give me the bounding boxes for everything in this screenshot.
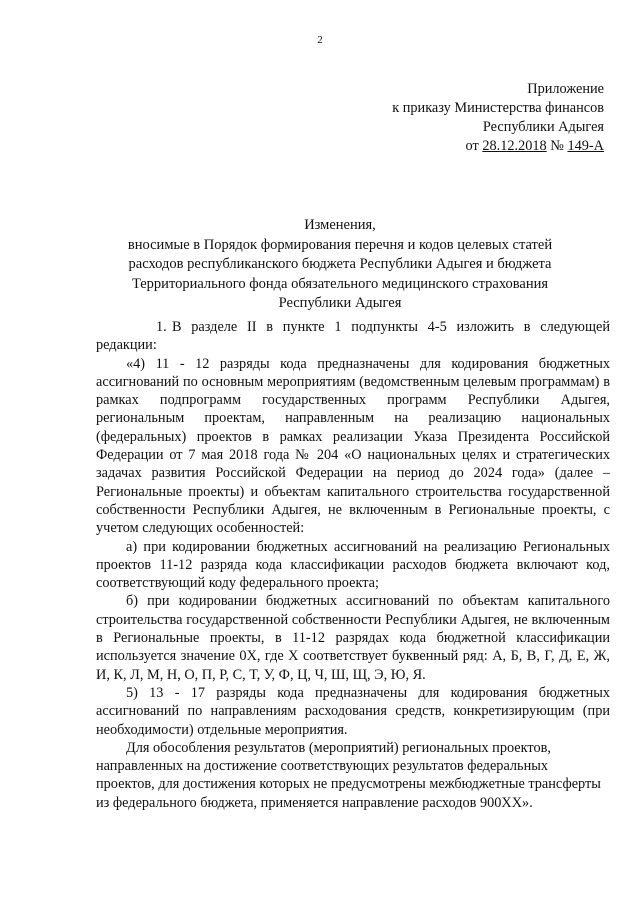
title-line-5: Республики Адыгея [278, 295, 402, 311]
subitem-a-paragraph: а) при кодировании бюджетных ассигнований на реализацию Региональных проектов 11-12 разряда кода классификации расходов бюджета включают код, соответствующий коду федерального проекта; [96, 538, 610, 592]
subitem-4-paragraph: «4) 11 - 12 разряды кода предназначены для кодирования бюджетных ассигнований по основным мероприятиям (ведомственным целевым программам) в рамках подпрограмм государственных программ Республики Адыгея, региональным проектам, направленным на реализацию национальных (федеральных) проектов в рамках реализации Указа Президента Российской Федерации от 7 мая 2018 года № 204 «О национальных целях и стратегических задачах развития Российской Федерации на период до 2024 года» (далее – Региональные проекты) и объектам капитального строительства государственной собственности Республики Адыгея, не включенным в Региональные проекты, с учетом следующих особенностей: [96, 355, 610, 537]
appendix-date-line [344, 137, 604, 156]
appendix-line-2: к приказу Министерства финансов [392, 100, 604, 116]
document-title [70, 216, 610, 314]
subitem-b-paragraph: б) при кодировании бюджетных ассигнований по объектам капитального строительства государственной собственности Республики Адыгея, не включенным в Региональные проекты, в 11-12 разрядах кода бюджетной классификации используется значение 0Х, где Х соответствует буквенный ряд: А, Б, В, Г, Д, Е, Ж, И, К, Л, М, Н, О, П, Р, С, Т, У, Ф, Ц, Ч, Ш, Щ, Э, Ю, Я. [96, 593, 610, 683]
subitem-5-paragraph: 5) 13 - 17 разряды кода предназначены для кодирования бюджетных ассигнований по направлениям расходования средств, конкретизирующим (при необходимости) отдельные мероприятия. [96, 684, 610, 738]
title-line-1: Изменения, [304, 217, 376, 233]
order-number: 149-А [567, 138, 604, 154]
date-prefix: от [465, 138, 483, 154]
item-1-paragraph [96, 318, 610, 355]
item-1-text: В разделе II в пункте 1 подпункты 4-5 изложить в следующей редакции: [96, 319, 610, 354]
order-date: 28.12.2018 [482, 138, 547, 154]
page-number: 2 [317, 34, 323, 46]
item-1-number: 1. [156, 319, 167, 335]
document-body [96, 318, 610, 812]
isolation-paragraph: Для обособления результатов (мероприятий) региональных проектов, направленных на достижение соответствующих результатов федеральных проектов, для достижения которых не предусмотрены межбюджетные трансферты из федерального бюджета, применяется направление расходов 900ХХ». [96, 739, 601, 811]
title-line-4: Территориального фонда обязательного медицинского страхования [131, 275, 549, 292]
appendix-header [344, 80, 604, 156]
title-line-2: вносимые в Порядок формирования перечня и кодов целевых статей [127, 236, 553, 253]
number-prefix: № [546, 138, 568, 154]
appendix-line-3: Республики Адыгея [482, 119, 604, 135]
appendix-line-1: Приложение [527, 81, 604, 97]
title-line-3: расходов республиканского бюджета Республики Адыгея и бюджета [128, 256, 552, 272]
